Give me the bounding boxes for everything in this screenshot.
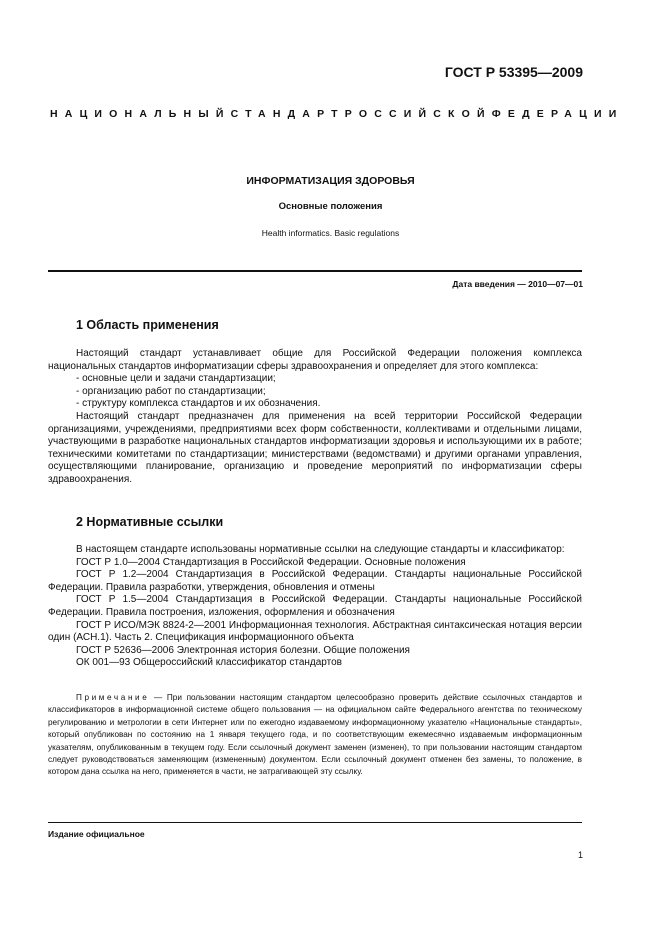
introduction-date: Дата введения — 2010—07—01 xyxy=(452,279,583,289)
reference-item: ГОСТ Р 1.2—2004 Стандартизация в Российской Федерации. Стандарты национальные Российской Федерации. Правила разработки, утверждения, обновления и отмены xyxy=(48,569,582,593)
list-item: - организацию работ по стандартизации; xyxy=(76,385,266,397)
page-number: 1 xyxy=(577,850,583,860)
english-title: Health informatics. Basic regulations xyxy=(261,228,400,238)
document-title: ИНФОРМАТИЗАЦИЯ ЗДОРОВЬЯ xyxy=(246,175,415,187)
footer-divider xyxy=(48,822,582,823)
banner-word-3: РОССИЙСКОЙ xyxy=(344,108,492,120)
note-text: — При пользовании настоящим стандартом целесообразно проверить действие ссылочных стандартов и классификаторов в информационной системе общего пользования — на официальном сайте Федерального агентства по техническому регулированию и метрологии в сети Интернет или по ежегодно издаваемому информационному указателю «Национальные стандарты», который опубликован по состоянию на 1 января текущего года, и по соответствующим ежемесячно издаваемым информационным указателям, опубликованным в текущем году. Если ссылочный документ заменен (изменен), то при пользовании настоящим стандартом следует руководствоваться заменяющим (измененным) документом. Если ссылочный документ отменен без замены, то положение, в котором дана ссылка на него, применяется в части, не затрагивающей эту ссылку. xyxy=(48,693,582,777)
banner-word-4: ФЕДЕРАЦИИ xyxy=(491,108,624,120)
national-standard-banner xyxy=(50,108,624,120)
section-2-heading: 2 Нормативные ссылки xyxy=(76,515,224,529)
reference-item: ГОСТ Р 1.5—2004 Стандартизация в Российской Федерации. Стандарты национальные Российской Федерации. Правила построения, изложения, оформления и обозначения xyxy=(48,594,582,618)
document-subtitle: Основные положения xyxy=(278,201,383,212)
reference-item: ГОСТ Р 1.0—2004 Стандартизация в Российской Федерации. Основные положения xyxy=(76,556,466,568)
section-1-paragraph: Настоящий стандарт устанавливает общие для Российской Федерации положения комплекса национальных стандартов информатизации сферы здравоохранения и определяет для этого комплекса: xyxy=(48,348,582,372)
list-item: - структуру комплекса стандартов и их обозначения. xyxy=(76,398,321,410)
list-item: - основные цели и задачи стандартизации; xyxy=(76,373,276,385)
note-block xyxy=(48,692,582,779)
section-1-paragraph: Настоящий стандарт предназначен для применения на всей территории Российской Федерации организациями, учреждениями, предприятиями всех форм собственности, коллективами и отдельными лицами, участвующими в разработке национальных стандартов информатизации здоровья и использующими их в работе; техническими комитетами по стандартизации; министерствами (ведомствами) и другими органами управления, осуществляющими планирование, организацию и проведение мероприятий по информатизации сферы здравоохранения. xyxy=(48,410,582,485)
reference-item: ГОСТ Р 52636—2006 Электронная история болезни. Общие положения xyxy=(76,644,410,656)
title-divider xyxy=(48,270,582,272)
note-label: Примечание xyxy=(76,693,150,702)
banner-word-2: СТАНДАРТ xyxy=(230,108,345,120)
reference-item: ГОСТ Р ИСО/МЭК 8824-2—2001 Информационная технология. Абстрактная синтаксическая нотация версии один (АСН.1). Часть 2. Спецификация информационного объекта xyxy=(48,619,583,644)
reference-item: ОК 001—93 Общероссийский классификатор стандартов xyxy=(76,657,342,669)
section-2-intro: В настоящем стандарте использованы нормативные ссылки на следующие стандарты и классификатор: xyxy=(76,544,565,555)
section-1-heading: 1 Область применения xyxy=(76,318,219,332)
standard-number: ГОСТ Р 53395—2009 xyxy=(444,64,583,80)
official-edition-label: Издание официальное xyxy=(48,829,145,839)
section-2-body xyxy=(48,544,582,670)
banner-word-1: НАЦИОНАЛЬНЫЙ xyxy=(50,108,231,120)
section-1-body xyxy=(48,348,582,487)
